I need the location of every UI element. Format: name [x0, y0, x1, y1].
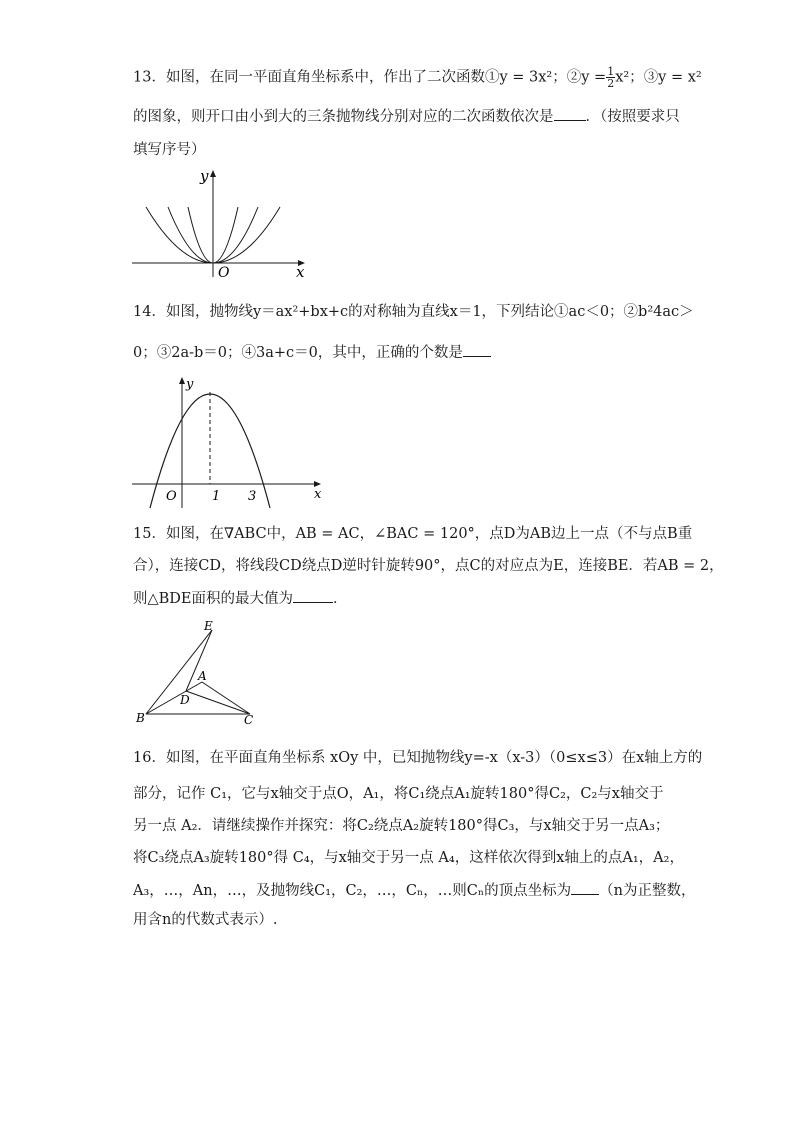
q13-formula-3: ③y = x² [643, 69, 702, 86]
q13-fraction: $\frac{1}{2}$ [607, 65, 615, 90]
q14-answer-blank[interactable] [463, 342, 491, 357]
q16-line-2: 部分，记作 C₁，它与x轴交于点O，A₁，将C₁绕点A₁旋转180°得C₂，C₂与x轴交于 [133, 786, 664, 802]
q13-formula-2-prefix: ②y = [566, 69, 607, 86]
q15-line-1: 15．如图，在∇ABC中，AB = AC，∠BAC = 120°，点D为AB边上一点（不与点B重 [133, 526, 693, 542]
q14-label-3: 3 [248, 489, 257, 504]
q13-label-x: x [296, 263, 305, 280]
q14-line-1: 14．如图，抛物线y＝ax²+bx+c的对称轴为直线x＝1，下列结论①ac＜0；②b²4ac＞ [133, 304, 694, 320]
q14-label-1: 1 [212, 489, 221, 504]
q15-line-2: 合），连接CD，将线段CD绕点D逆时针旋转90°，点C的对应点为E，连接BE．若AB = 2， [133, 558, 724, 574]
q15-line-3: 则△BDE面积的最大值为 ． [133, 588, 348, 609]
q16-line-5: A₃，…，An，…，及抛物线C₁，C₂，…，Cₙ，…则Cₙ的顶点坐标为 （n为正整数， [133, 880, 696, 901]
q15-figure [134, 618, 264, 730]
q13-label-o: O [218, 265, 230, 280]
q14-figure [128, 372, 328, 512]
q15-segment-dc [186, 691, 250, 714]
q14-label-o: O [166, 489, 177, 504]
q14-label-x: x [314, 487, 322, 502]
q15-label-e: E [204, 619, 213, 633]
q13-formula-2-suffix: x²； [615, 69, 644, 86]
q15-label-a: A [198, 669, 207, 683]
q13-line-3: 填写序号） [133, 142, 206, 158]
q13-label-y: y [200, 167, 209, 185]
q15-answer-blank[interactable] [293, 588, 333, 603]
q13-y-arrow [210, 170, 216, 177]
q16-answer-blank[interactable] [571, 880, 599, 895]
q13-formula-1: ①y = 3x²； [484, 69, 567, 86]
q14-y-arrow [179, 377, 185, 384]
q16-line-6: 用含n的代数式表示）. [133, 912, 278, 928]
q15-segment-ac [202, 682, 250, 714]
q15-label-b: B [136, 711, 145, 725]
q16-line-1: 16．如图，在平面直角坐标系 xOy 中，已知抛物线y=-x（x-3）（0≤x≤3）在x轴上方的 [133, 750, 703, 766]
q15-label-d: D [180, 693, 190, 707]
q13-answer-blank[interactable] [554, 106, 586, 121]
q14-line-2: 0；③2a-b＝0；④3a+c＝0，其中，正确的个数是 [133, 342, 491, 363]
q16-line-3: 另一点 A₂．请继续操作并探究：将C₂绕点A₂旋转180°得C₃，与x轴交于另一点A₃； [133, 818, 670, 834]
q13-figure [128, 165, 308, 280]
q15-segment-ba [146, 682, 202, 714]
q15-label-c: C [244, 713, 254, 727]
q16-line-4: 将C₃绕点A₃旋转180°得 C₄，与x轴交于另一点 A₄，这样依次得到x轴上的点A₁，A₂， [133, 850, 684, 866]
q13-line-1: 13．如图，在同一平面直角坐标系中，作出了二次函数①y = 3x²；②y = $\frac{1}{2}$ x²；③y = x² [133, 65, 702, 90]
q13-line-2: 的图象，则开口由小到大的三条抛物线分别对应的二次函数依次是 ．（按照要求只 [133, 106, 680, 127]
q14-label-y: y [186, 377, 194, 392]
